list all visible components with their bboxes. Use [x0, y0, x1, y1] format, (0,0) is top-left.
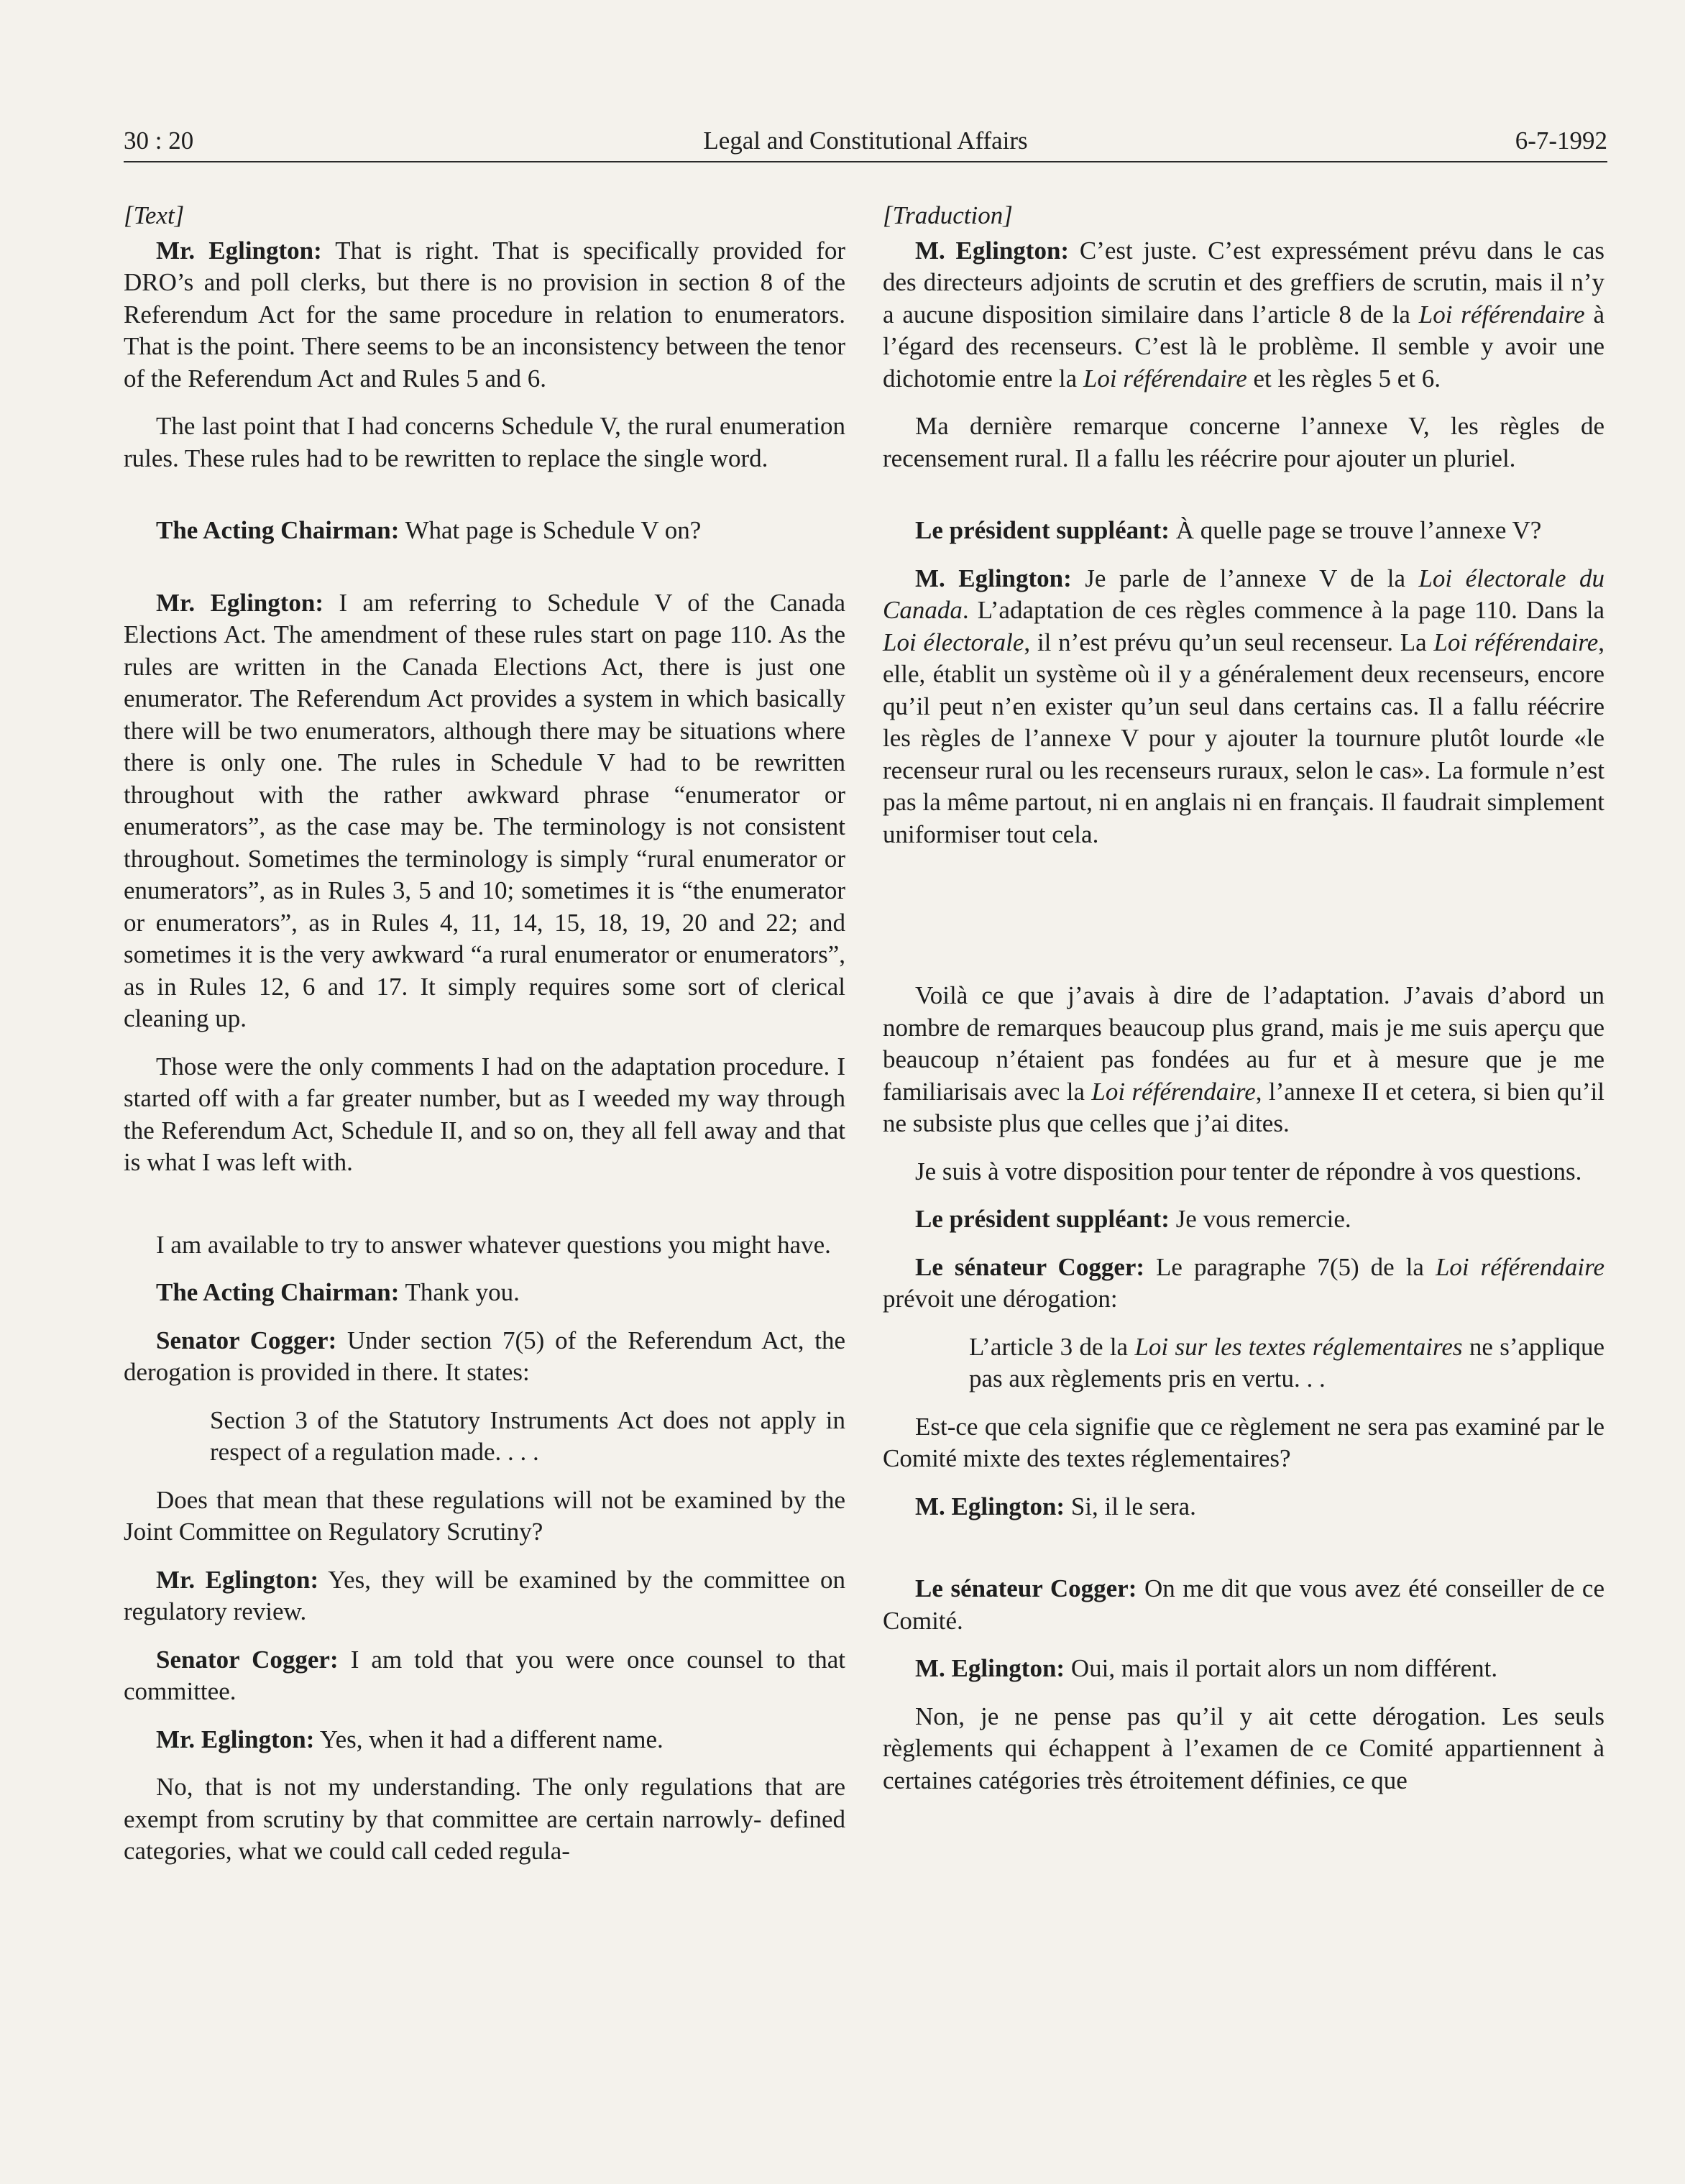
paragraph — [124, 1325, 845, 1389]
speaker-name: The Acting Chairman: — [156, 1278, 400, 1306]
speech-text: , il n’est prévu qu’un seul recenseur. La — [1024, 628, 1434, 656]
speech-text: Je vous remercie. — [1169, 1205, 1351, 1233]
speaker-name: The Acting Chairman: — [156, 516, 400, 544]
paragraph — [883, 1653, 1604, 1685]
speaker-name: Senator Cogger: — [156, 1645, 339, 1674]
column-label: [Text] — [124, 201, 185, 229]
header-rule — [124, 161, 1607, 162]
paragraph — [124, 515, 845, 547]
page-date: 6-7-1992 — [1515, 127, 1607, 155]
paragraph — [124, 587, 845, 1035]
paragraph — [883, 980, 1604, 1140]
paragraph — [883, 1411, 1604, 1475]
speech-text: . L’adaptation de ces règles commence à la page 110. Dans la — [962, 596, 1604, 624]
speaker-name: M. Eglington: — [915, 236, 1070, 265]
act-title: Loi référendaire — [1083, 364, 1247, 393]
quote-text: L’article 3 de la — [969, 1332, 1135, 1361]
act-title: Loi référendaire — [1435, 1252, 1605, 1281]
speech-text: Yes, when it had a different name. — [314, 1725, 664, 1753]
paragraph — [124, 1051, 845, 1179]
paragraph — [124, 1564, 845, 1628]
speech-text: Ma dernière remarque concerne l’annexe V, les règles de recensement rural. Il a fallu les réécrire pour ajouter un pluriel. — [883, 412, 1604, 472]
speech-text: Under section 7(5) of the Referendum Act, the derogation is provided in there. It states: — [124, 1326, 845, 1386]
speech-text: I am referring to Schedule V of the Canada Elections Act. The amendment of these rules start on page 110. As the rules are written in the Canada Elections Act, there is just one enumerator. The Referendum Act provides a system in which basically there will be two enumerators, although there may be situations where there is only one. The rules in Schedule V had to be rewritten throughout with the rather awkward phrase “enumerator or enumerators”, as the case may be. The terminology is not consistent throughout. Sometimes the terminology is simply “rural enumerator or enumerators”, as in Rules 3, 5 and 10; sometimes it is “the enumerator or enumerators”, as in Rules 4, 11, 14, 15, 18, 19, 20 and 22; and sometimes it is the very awkward “a rural enumerator or enumerators”, as in Rules 12, 6 and 17. It simply requires some sort of clerical cleaning up. — [124, 588, 845, 1032]
page-number: 30 : 20 — [124, 127, 194, 155]
speaker-name: Le sénateur Cogger: — [915, 1252, 1145, 1281]
speech-text: Voilà ce que j’avais à dire de l’adaptation. J’avais d’abord un nombre de remarques beaucoup plus grand, mais je me suis aperçu que beaucoup n’étaient pas fondées au fur et à mesure que je me familiarisais avec la — [883, 981, 1604, 1106]
paragraph — [124, 410, 845, 474]
speech-text: Je suis à votre disposition pour tenter de répondre à vos questions. — [915, 1157, 1582, 1185]
speaker-name: Le président suppléant: — [915, 1205, 1170, 1233]
speech-text: prévoit une dérogation: — [883, 1285, 1118, 1313]
paragraph — [883, 515, 1604, 547]
block-quote: Section 3 of the Statutory Instruments Act does not apply in respect of a regulation made. . . . — [210, 1405, 845, 1466]
act-title: Loi sur les textes réglementaires — [1134, 1332, 1463, 1361]
speaker-name: Mr. Eglington: — [156, 588, 324, 617]
speech-text: À quelle page se trouve l’annexe V? — [1169, 516, 1542, 544]
act-title: Loi électorale — [883, 628, 1024, 656]
speech-text: Oui, mais il portait alors un nom différent. — [1065, 1654, 1498, 1682]
speech-text: Je parle de l’annexe V de la — [1071, 564, 1419, 592]
paragraph — [883, 1252, 1604, 1316]
act-title: Loi référendaire — [1433, 628, 1599, 656]
speaker-name: M. Eglington: — [915, 1654, 1065, 1682]
speech-text: à l’égard des recenseurs. C’est là le problème. Il semble y avoir une dichotomie entre la — [883, 300, 1604, 393]
paragraph — [883, 235, 1604, 395]
paragraph — [124, 1277, 845, 1309]
paragraph — [883, 563, 1604, 851]
speech-text: et les règles 5 et 6. — [1246, 364, 1441, 393]
speaker-name: M. Eglington: — [915, 1492, 1065, 1520]
speech-text: No, that is not my understanding. The only regulations that are exempt from scrutiny by that committee are certain narrowly- defined categories, what we could call ceded regula- — [124, 1773, 845, 1865]
act-title: Loi référendaire — [1418, 300, 1585, 329]
speech-text: Thank you. — [399, 1278, 520, 1306]
paragraph — [124, 1771, 845, 1868]
running-title: Legal and Constitutional Affairs — [703, 127, 1028, 155]
speech-text: The last point that I had concerns Schedule V, the rural enumeration rules. These rules had to be rewritten to replace the single word. — [124, 412, 845, 472]
english-column — [124, 200, 845, 1884]
paragraph — [883, 1573, 1604, 1637]
paragraph — [124, 1644, 845, 1708]
speech-text: , l’annexe II et cetera, si bien qu’il ne subsiste plus que celles que j’ai dites. — [883, 1077, 1604, 1137]
paragraph — [883, 1203, 1604, 1236]
speaker-name: Le président suppléant: — [915, 516, 1170, 544]
speaker-name: Mr. Eglington: — [156, 236, 322, 265]
paragraph — [124, 235, 845, 395]
speech-text: Le paragraphe 7(5) de la — [1144, 1252, 1436, 1281]
speech-text: C’est juste. C’est expressément prévu dans le cas des directeurs adjoints de scrutin et des greffiers de scrutin, mais il n’y a aucune disposition similaire dans l’article 8 de la — [883, 236, 1604, 329]
column-label: [Traduction] — [883, 201, 1013, 229]
paragraph — [883, 1701, 1604, 1797]
speech-text: Does that mean that these regulations will not be examined by the Joint Committee on Regulatory Scrutiny? — [124, 1485, 845, 1546]
speech-text: Si, il le sera. — [1065, 1492, 1196, 1520]
block-quote — [883, 1331, 1604, 1395]
speaker-name: M. Eglington: — [915, 564, 1072, 592]
speech-text: , elle, établit un système où il y a généralement deux recenseurs, encore qu’il peut n’en exister qu’un seul dans certains cas. Il a fallu réécrire les règles de l’annexe V pour y ajouter la tournure plutôt lourde «le recenseur rural ou les recenseurs ruraux, selon le cas». La formule n’est pas la même partout, ni en anglais ni en français. Il faudrait simplement uniformiser tout cela. — [883, 628, 1604, 848]
speech-text: Non, je ne pense pas qu’il y ait cette dérogation. Les seuls règlements qui échappent à l’examen de ce Comité appartiennent à certaines catégories très étroitement définies, ce que — [883, 1702, 1604, 1794]
paragraph — [124, 1724, 845, 1756]
page-header — [124, 127, 1607, 161]
act-title: Loi électorale du Canada — [883, 564, 1605, 624]
act-title: Loi référendaire — [1091, 1077, 1256, 1106]
french-column — [883, 200, 1604, 1812]
paragraph — [883, 1156, 1604, 1188]
paragraph — [124, 1229, 845, 1262]
speech-text: I am available to try to answer whatever questions you might have. — [156, 1230, 831, 1259]
speech-text: Yes, they will be examined by the committee on regulatory review. — [124, 1565, 846, 1625]
speech-text: On me dit que vous avez été conseiller de ce Comité. — [883, 1574, 1604, 1635]
speaker-name: Mr. Eglington: — [156, 1725, 315, 1753]
paragraph — [883, 410, 1604, 474]
speaker-name: Le sénateur Cogger: — [915, 1574, 1137, 1602]
paragraph — [883, 1491, 1604, 1523]
speech-text: I am told that you were once counsel to that committee. — [124, 1645, 845, 1705]
speech-text: What page is Schedule V on? — [399, 516, 702, 544]
quote-text: ne s’applique pas aux règlements pris en vertu. . . — [969, 1332, 1605, 1392]
paragraph — [124, 1485, 845, 1548]
speech-text: Those were the only comments I had on the adaptation procedure. I started off with a far greater number, but as I weeded my way through the Referendum Act, Schedule II, and so on, they all fell away and that is what I was left with. — [124, 1052, 845, 1176]
speech-text: That is right. That is specifically provided for DRO’s and poll clerks, but there is no provision in section 8 of the Referendum Act for the same procedure in relation to enumerators. That is the point. There seems to be an inconsistency between the tenor of the Referendum Act and Rules 5 and 6. — [124, 236, 845, 393]
speaker-name: Senator Cogger: — [156, 1326, 337, 1354]
speech-text: Est-ce que cela signifie que ce règlement ne sera pas examiné par le Comité mixte des textes réglementaires? — [883, 1412, 1604, 1472]
speaker-name: Mr. Eglington: — [156, 1565, 319, 1594]
